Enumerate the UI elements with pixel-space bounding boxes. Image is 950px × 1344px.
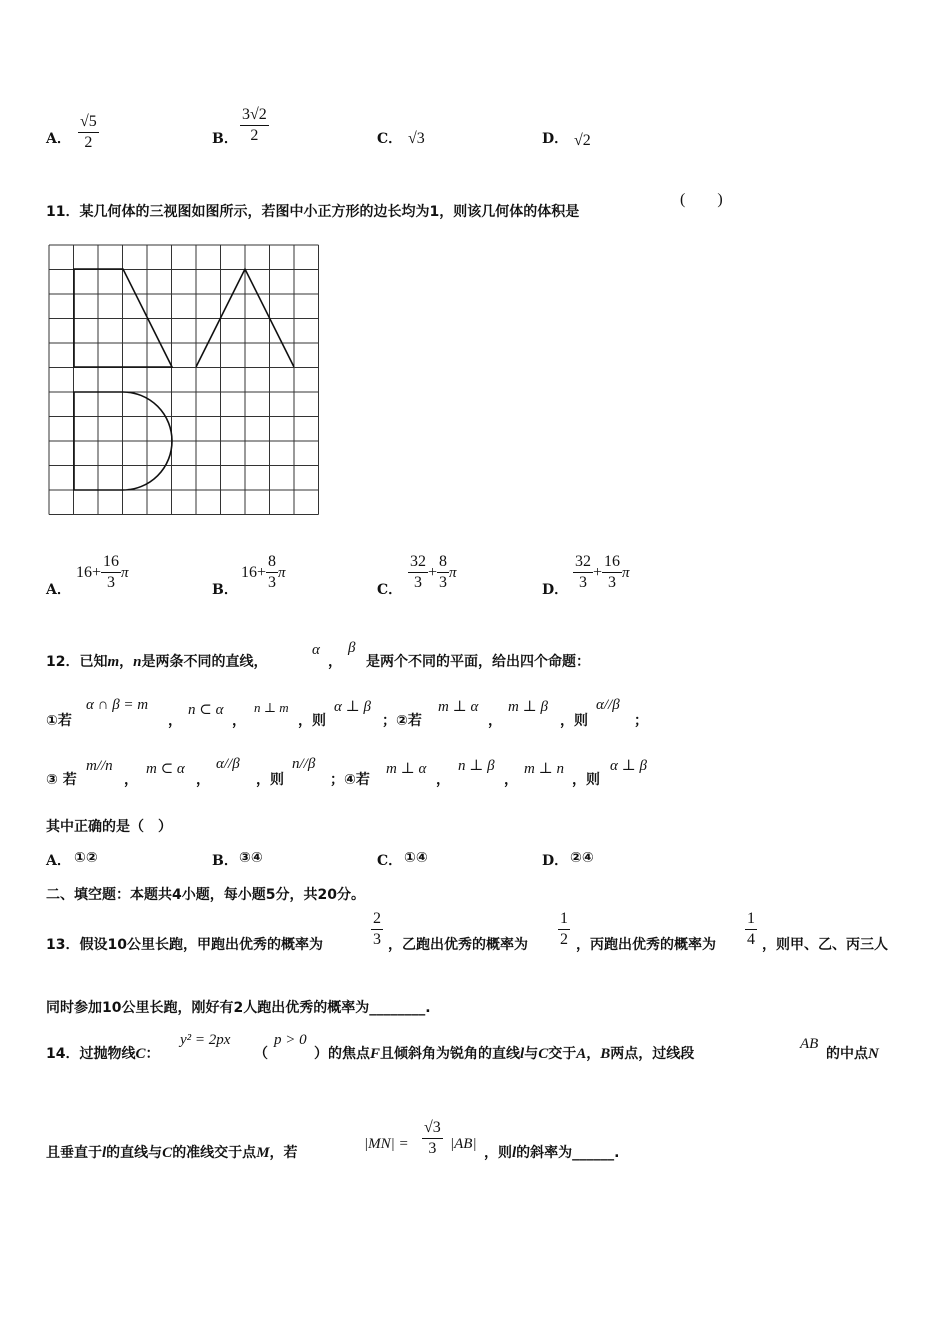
q12-p1-comma1: ，	[168, 713, 182, 729]
q12-p1-start: ①若	[46, 713, 72, 729]
q14-frac	[422, 1118, 443, 1159]
q14-B: B	[600, 1046, 611, 1062]
q10-option-a-label: A．	[46, 131, 71, 147]
q11-stem: 11．某几何体的三视图如图所示，若图中小正方形的边长均为1，则该几何体的体积是	[46, 204, 580, 220]
q14-line2-end	[484, 1142, 620, 1162]
q11-c-den: 3	[439, 574, 448, 591]
q12-option-a-value: ①②	[74, 850, 98, 866]
q12-stem-b: 是两条不同的直线，	[141, 654, 268, 670]
q12-p3-then: ，则	[256, 772, 284, 788]
q11-c-den1: 3	[414, 574, 422, 591]
q11-a-den: 3	[107, 574, 116, 591]
q12-option-d-label: D．	[542, 853, 569, 869]
q11-a-plus: +	[92, 564, 102, 581]
q14-N: N	[868, 1046, 879, 1062]
q12-p1-then: ，则	[298, 713, 326, 729]
q13-f1-num: 2	[371, 909, 383, 930]
q12-option-b-value: ③④	[239, 850, 263, 866]
q13-f1-den: 3	[373, 931, 381, 948]
q12-comma2: ，	[328, 654, 342, 670]
section2-heading: 二、填空题：本题共4小题，每小题5分，共20分。	[46, 887, 365, 903]
q12-p3-comma2: ，	[196, 772, 210, 788]
q10-b-num: 3√2	[240, 105, 269, 126]
q12-p2-comma1: ，	[488, 713, 502, 729]
q11-c-num1: 32	[408, 552, 428, 573]
q12-p2-cond1: m ⊥ α	[438, 699, 479, 715]
q10-a-den: 2	[84, 134, 93, 151]
q12-p3-start: ③ 若	[46, 772, 77, 788]
q13-frac3	[745, 909, 757, 950]
q10-b-den: 2	[250, 127, 259, 144]
q14-c: 且倾斜角为锐角的直线	[380, 1046, 521, 1062]
q14-AB: AB	[800, 1036, 819, 1052]
q14-line2-start	[46, 1142, 298, 1162]
q14-frac-den: 3	[428, 1140, 437, 1157]
q14-d: 与	[524, 1046, 539, 1062]
q14-M: M	[256, 1145, 270, 1161]
q11-option-c-value	[408, 552, 457, 593]
q14-line1-end	[826, 1043, 879, 1063]
q12-p2-cond2: m ⊥ β	[508, 699, 548, 715]
q12-option-d-value: ②④	[570, 850, 594, 866]
q12-p3-comma1: ，	[124, 772, 138, 788]
q14-a: 14．过抛物线	[46, 1046, 136, 1062]
q11-a-int: 16	[76, 564, 92, 581]
q14-e: 交于	[548, 1046, 577, 1062]
q13-frac2	[558, 909, 570, 950]
q11-d-num1: 32	[573, 552, 593, 573]
q12-stem-a: 12．已知	[46, 654, 108, 670]
q12-option-a-label: A．	[46, 853, 71, 869]
q14-MN: |MN| =	[364, 1136, 409, 1152]
q14-l: l	[520, 1046, 525, 1062]
q11-option-a-value	[76, 552, 129, 593]
q12-p3-cond1: m//n	[86, 758, 113, 774]
q11-a-pi: π	[121, 565, 129, 581]
q14-l2e: ，则	[484, 1145, 512, 1161]
q12-p3-cond3: α//β	[216, 756, 240, 772]
q11-d-plus: +	[593, 564, 603, 581]
q14-f: 两点，过线段	[610, 1046, 695, 1062]
q12-m: m	[107, 654, 120, 670]
q14-A: A	[576, 1046, 587, 1062]
q12-p4-cond1: m ⊥ α	[386, 761, 427, 777]
q14-equation: y² = 2px	[180, 1032, 231, 1048]
q12-stem	[46, 651, 268, 671]
q11-c-plus: +	[428, 564, 438, 581]
q14-b: 的焦点	[328, 1046, 370, 1062]
q14-l2f: 的斜率为______.	[516, 1145, 620, 1161]
q11-option-b-label: B．	[212, 582, 238, 598]
q13-text-a: 13．假设10公里长跑，甲跑出优秀的概率为	[46, 937, 323, 953]
q11-b-num: 8	[266, 552, 278, 573]
q11-b-int: 16	[241, 564, 257, 581]
q12-p2-semi: ；	[634, 713, 648, 729]
q13-text-c: ，丙跑出优秀的概率为	[576, 937, 716, 953]
q12-p2-start: ；②若	[382, 713, 422, 729]
q11-a-num: 16	[101, 552, 121, 573]
q11-b-plus: +	[257, 564, 267, 581]
q14-C: C	[135, 1046, 146, 1062]
q12-stem-c: 是两个不同的平面，给出四个命题：	[366, 654, 590, 670]
q14-line1-mid: ）的焦点F且倾斜角为锐角的直线l与C交于A，B两点，过线段	[314, 1046, 695, 1062]
q12-p4-then: ，则	[572, 772, 600, 788]
q12-p4-start: ；④若	[330, 772, 370, 788]
q13-line2: 同时参加10公里长跑，刚好有2人跑出优秀的概率为________.	[46, 1000, 431, 1016]
q14-l2a: 且垂直于	[46, 1145, 102, 1161]
q14-frac-num: √3	[422, 1118, 443, 1139]
q11-d-den1: 3	[579, 574, 587, 591]
q13-f2-num: 1	[558, 909, 570, 930]
q12-option-c-label: C．	[377, 853, 403, 869]
q12-option-c-value: ①④	[404, 850, 428, 866]
q11-c-pi: π	[449, 565, 457, 581]
q10-option-b-label: B．	[212, 131, 238, 147]
q11-option-c-label: C．	[377, 582, 403, 598]
q14-l2c: 的准线交于点	[172, 1145, 257, 1161]
q11-answer-paren: ( )	[680, 191, 723, 208]
q10-option-d-label: D．	[542, 131, 569, 147]
q14-colon: ：	[145, 1046, 160, 1062]
q10-option-c-value: √3	[408, 130, 425, 147]
q13-text-b: ，乙跑出优秀的概率为	[388, 937, 528, 953]
q12-p4-conclusion: α ⊥ β	[610, 758, 647, 774]
q10-option-b-value	[240, 105, 269, 146]
q11-option-b-value	[241, 552, 286, 593]
q12-alpha: α	[312, 642, 320, 658]
q11-b-den: 3	[268, 574, 277, 591]
three-view-figure	[48, 244, 320, 519]
q12-p1-comma2: ，	[232, 713, 246, 729]
q13-f3-num: 1	[745, 909, 757, 930]
q10-option-a-value	[78, 112, 99, 153]
q14-F: F	[370, 1046, 381, 1062]
q14-C2: C	[538, 1046, 549, 1062]
q14-ABabs: |AB|	[450, 1136, 477, 1152]
q12-comma: ，	[119, 654, 134, 670]
q11-d-pi: π	[622, 565, 630, 581]
q10-option-c-label: C．	[377, 131, 403, 147]
q11-c-num: 8	[437, 552, 449, 573]
q12-option-b-label: B．	[212, 853, 238, 869]
q13-f2-den: 2	[560, 931, 568, 948]
q12-p3-conclusion: n//β	[292, 756, 316, 772]
q12-p2-then: ，则	[560, 713, 588, 729]
q12-p1-cond1: α ∩ β = m	[86, 697, 149, 713]
q11-option-d-label: D．	[542, 582, 569, 598]
q14-rp: ）	[314, 1046, 328, 1062]
q11-option-a-label: A．	[46, 582, 71, 598]
q11-b-pi: π	[278, 565, 286, 581]
q12-p3-cond2: m ⊂ α	[146, 761, 185, 777]
q12-p1-conclusion: α ⊥ β	[334, 699, 371, 715]
q14-l2b: 的直线与	[106, 1145, 163, 1161]
q12-p4-cond2: n ⊥ β	[458, 758, 495, 774]
q12-p4-cond3: m ⊥ n	[524, 761, 564, 777]
q12-p1-cond3: n ⊥ m	[254, 700, 289, 715]
q12-beta: β	[348, 640, 356, 656]
q14-l3: l	[512, 1145, 517, 1161]
q10-a-num: √5	[78, 112, 99, 133]
q12-p4-comma1: ，	[436, 772, 450, 788]
q12-p1-cond2: n ⊂ α	[188, 702, 224, 718]
q14-line1-start	[46, 1043, 160, 1063]
q14-l2d: ，若	[269, 1145, 298, 1161]
q12-n: n	[133, 654, 142, 670]
q11-d-num: 16	[602, 552, 622, 573]
q14-lparen: （	[254, 1046, 268, 1062]
q12-ask: 其中正确的是（ ）	[46, 819, 172, 835]
q13-frac1	[371, 909, 383, 950]
q13-text-d: ，则甲、乙、丙三人	[762, 937, 888, 953]
q11-option-d-value	[573, 552, 630, 593]
q14-g: 的中点	[826, 1046, 868, 1062]
q10-option-d-value: √2	[574, 132, 591, 149]
q13-f3-den: 4	[747, 931, 755, 948]
q14-C3: C	[162, 1145, 173, 1161]
q12-p2-conclusion: α//β	[596, 697, 620, 713]
q14-condition: p > 0	[274, 1032, 307, 1048]
q12-p4-comma2: ，	[504, 772, 518, 788]
q11-d-den: 3	[608, 574, 617, 591]
q14-l2: l	[102, 1145, 107, 1161]
